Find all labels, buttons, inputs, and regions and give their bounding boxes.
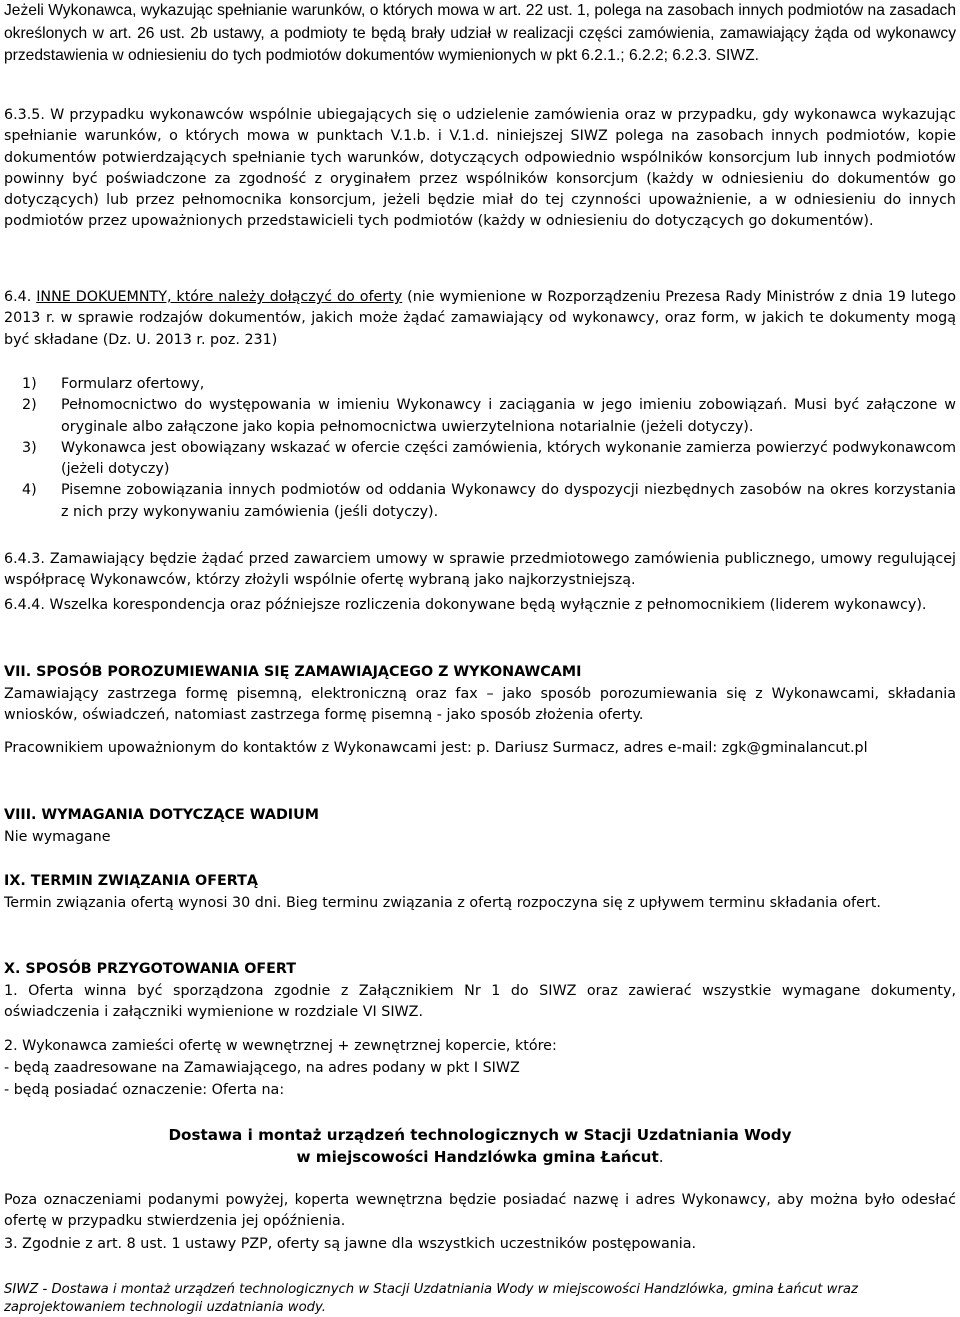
page-footer: SIWZ - Dostawa i montaż urządzeń technologicznych w Stacji Uzdatniania Wody w miejscowości Handzlówka, gmina Łańcut wraz zaprojektowaniem technologii uzdatniania wody. <box>4 1282 858 1316</box>
section-x-point-3: 3. Zgodnie z art. 8 ust. 1 ustawy PZP, oferty są jawne dla wszystkich uczestników postępowania. <box>4 1236 697 1252</box>
offer-title-line-1: Dostawa i montaż urządzeń technologicznych w Stacji Uzdatniania Wody <box>168 1126 792 1144</box>
section-6-4-title: INNE DOKUEMNTY, które należy dołączyć do oferty <box>36 289 403 305</box>
list-item: 3) Wykonawca jest obowiązany wskazać w ofercie części zamówienia, których wykonanie zamierza powierzyć podwykonawcom (jeżeli dotyczy) <box>22 439 956 478</box>
section-vii-heading: VII. SPOSÓB POROZUMIEWANIA SIĘ ZAMAWIAJĄCEGO Z WYKONAWCAMI <box>4 664 582 680</box>
paragraph-6-4-4: 6.4.4. Wszelka korespondencja oraz późniejsze rozliczenia dokonywane będą wyłącznie z pełnomocnikiem (liderem wykonawcy). <box>4 597 927 613</box>
offer-title-line-2: w miejscowości Handzlówka gmina Łańcut. <box>296 1148 664 1166</box>
envelope-label-line: - będą posiadać oznaczenie: Oferta na: <box>4 1082 285 1098</box>
section-vii-paragraph-1: Zamawiający zastrzega formę pisemną, elektroniczną oraz fax – jako sposób porozumiewania się z Wykonawcami, składania wniosków, oświadczeń, natomiast zastrzega formę pisemną - jako sposób złożenia oferty. <box>4 686 956 724</box>
section-ix-text: Termin związania ofertą wynosi 30 dni. Bieg terminu związania z ofertą rozpoczyna się z upływem terminu składania ofert. <box>4 895 881 911</box>
section-6-4-text: (nie wymienione w Rozporządzeniu Prezesa Rady Ministrów z dnia 19 lutego 2013 r. w sprawie rodzajów dokumentów, jakich może żądać zamawiający od wykonawcy, oraz form, w jakich te dokumenty mogą być składane (Dz. U. 2013 r. poz. 231) <box>4 289 957 348</box>
paragraph-6-4-3: 6.4.3. Zamawiający będzie żądać przed zawarciem umowy w sprawie przedmiotowego zamówienia publicznego, umowy regulującej współpracę Wykonawców, którzy złożyli wspólnie ofertę wybraną jako najkorzystniejszą. <box>4 551 956 589</box>
list-item: 4) Pisemne zobowiązania innych podmiotów od oddania Wykonawcy do dyspozycji niezbędnych zasobów na okres korzystania z nich przy wykonywaniu zamówienia (jeśli dotyczy). <box>22 482 956 520</box>
inner-envelope-paragraph: Poza oznaczeniami podanymi powyżej, koperta wewnętrzna będzie posiadać nazwę i adres Wykonawcy, aby można było odesłać ofertę w przypadku stwierdzenia jej opóźnienia. <box>4 1192 956 1230</box>
section-x-point-2: 2. Wykonawca zamieści ofertę w wewnętrznej + zewnętrznej kopercie, które: <box>4 1038 557 1054</box>
section-x-heading: X. SPOSÓB PRZYGOTOWANIA OFERT <box>4 961 297 977</box>
section-vii-contact-paragraph: Pracownikiem upoważnionym do kontaktów z Wykonawcami jest: p. Dariusz Surmacz, adres e-mail: zgk@gminalancut.pl <box>4 740 868 756</box>
list-item: 1) Formularz ofertowy, <box>22 376 205 392</box>
list-item: 2) Pełnomocnictwo do występowania w imieniu Wykonawcy i zaciągania w jego imieniu zobowiązań. Musi być załączone w oryginale albo załączone jako kopia pełnomocnictwa uwierzytelniona notarialnie (jeżeli dotyczy). <box>22 397 956 435</box>
required-documents-list <box>4 374 956 523</box>
section-viii-text: Nie wymagane <box>4 829 111 845</box>
paragraph-6-3-5: 6.3.5. W przypadku wykonawców wspólnie ubiegających się o udzielenie zamówienia oraz w przypadku, gdy wykonawca wykazując spełnianie warunków, o których mowa w punktach V.1.b. i V.1.d. niniejszej SIWZ polega na zasobach innych podmiotów, kopie dokumentów potwierdzających spełnianie tych warunków, dotyczących odpowiednio wspólników konsorcjum lub innych podmiotów powinny być poświadczone za zgodność z oryginałem przez wspólników konsorcjum (każdy w odniesieniu do dokumentów go dotyczących) lub przez pełnomocnika konsorcjum, jeżeli będzie miał do tej czynności upoważnienie, a w odniesieniu do innych podmiotów przez upoważnionych przedstawicieli tych podmiotów (każdy w odniesieniu do dotyczących go dokumentów). <box>4 107 956 230</box>
section-x-point-1: 1. Oferta winna być sporządzona zgodnie z Załącznikiem Nr 1 do SIWZ oraz zawierać wszystkie wymagane dokumenty, oświadczenia i załączniki wymienione w rozdziale VI SIWZ. <box>4 983 956 1021</box>
section-viii-heading: VIII. WYMAGANIA DOTYCZĄCE WADIUM <box>4 807 319 823</box>
section-6-4-paragraph <box>4 287 956 351</box>
section-6-4-number: 6.4. <box>4 289 32 305</box>
intro-paragraph: Jeżeli Wykonawca, wykazując spełnianie warunków, o których mowa w art. 22 ust. 1, polega na zasobach innych podmiotów na zasadach określonych w art. 26 ust. 2b ustawy, a podmioty te będą brały udział w realizacji części zamówienia, zamawiający żąda od wykonawcy przedstawienia w odniesieniu do tych podmiotów dokumentów wymienionych w pkt 6.2.1.; 6.2.2; 6.2.3. SIWZ. <box>4 2 956 65</box>
envelope-address-line: - będą zaadresowane na Zamawiającego, na adres podany w pkt I SIWZ <box>4 1060 520 1076</box>
section-ix-heading: IX. TERMIN ZWIĄZANIA OFERTĄ <box>4 873 258 889</box>
